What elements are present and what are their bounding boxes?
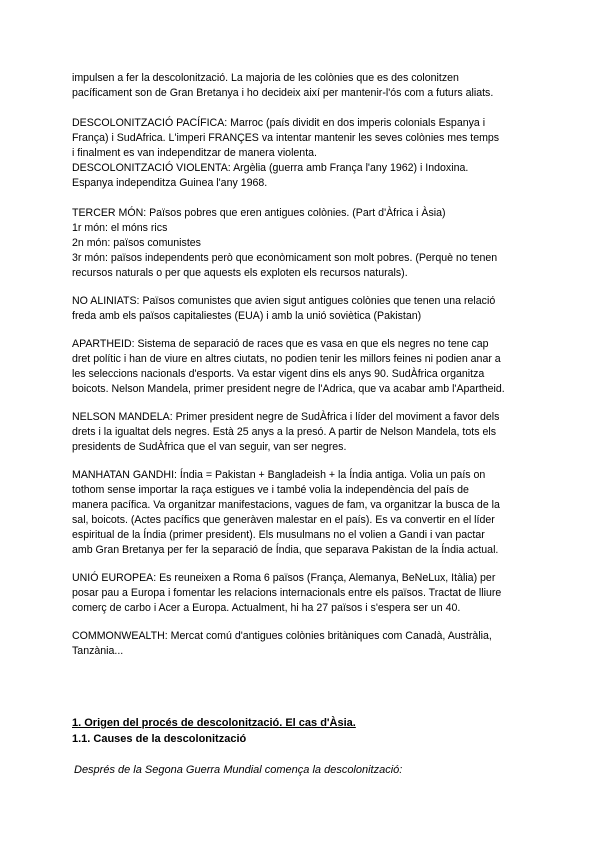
subsection-heading: 1.1. Causes de la descolonització: [72, 733, 247, 745]
text-line: APARTHEID: Sistema de separació de races que es vasa en que els negres no tene cap: [72, 338, 489, 350]
text-line: DESCOLONITZACIÓ VIOLENTA: Argèlia (guerra amb França l'any 1962) i Indoxina.: [72, 162, 469, 174]
text-line: boicots. Nelson Mandela, primer president negre de l'Adrica, que va acabar amb l'Apartheid.: [72, 383, 505, 395]
paragraph-commonwealth: [72, 629, 534, 659]
text-line: impulsen a fer la descolonització. La majoria de les colònies que es des colonitzen: [72, 72, 459, 84]
text-line: recursos naturals o per que aquests els exploten els recursos naturals).: [72, 267, 408, 279]
text-line: França) i SudAfrica. L'imperi FRANÇES va intentar mantenir les seves colònies mes temps: [72, 132, 500, 144]
section-heading: 1. Origen del procés de descolonització. El cas d'Àsia.: [72, 717, 356, 729]
text-line: espiritual de la Índia (primer president). Els musulmans no el volien a Gandi i van pactar: [72, 529, 485, 541]
text-line: Espanya independitza Guinea l'any 1968.: [72, 177, 268, 189]
text-line: MANHATAN GANDHI: Índia = Pakistan + Bangladeish + la Índia antiga. Volia un país on: [72, 469, 486, 481]
paragraph-tercer-mon: [72, 206, 534, 281]
text-line: amb Gran Bretanya per fer la separació de Índia, que separava Pakistan de la Índia actual.: [72, 544, 499, 556]
text-line: TERCER MÓN: Països pobres que eren antigues colònies. (Part d'Àfrica i Àsia): [72, 207, 446, 219]
paragraph-descolonitzacio: [72, 116, 534, 191]
text-line: NELSON MANDELA: Primer president negre de SudÀfrica i líder del moviment a favor dels: [72, 411, 500, 423]
text-line: presidents de SudÀfrica que el van seguir, van ser negres.: [72, 441, 347, 453]
paragraph-colonies-intro: [72, 71, 534, 101]
text-line: freda amb els països capitaliestes (EUA) i amb la unió soviètica (Pakistan): [72, 310, 422, 322]
text-line: Tanzània...: [72, 645, 124, 657]
paragraph-unio-europea: [72, 571, 534, 616]
paragraph-apartheid: [72, 337, 534, 397]
text-line: dret polític i han de viure en altres ciutats, no podien tenir les millors feines ni podien anar a: [72, 353, 501, 365]
text-line: pacíficament son de Gran Bretanya i ho decideix així per mantenir-l'ós com a futurs aliats.: [72, 87, 494, 99]
text-line: i finalment es van independitzar de manera violenta.: [72, 147, 317, 159]
text-line: les seleccions nacionals d'esports. Va estar vigent dins els anys 90. SudÀfrica organitza: [72, 368, 485, 380]
paragraph-gandhi: [72, 468, 534, 558]
text-line: manera pacífica. Va organitzar manifestacions, vagues de fam, va organitzar la busca de la: [72, 499, 500, 511]
text-line: DESCOLONITZACIÓ PACÍFICA: Marroc (país dividit en dos imperis colonials Espanya i: [72, 117, 486, 129]
section-intro: Després de la Segona Guerra Mundial comença la descolonització:: [74, 764, 403, 776]
text-line: drets i la igualtat dels negres. Està 25 anys a la presó. A partir de Nelson Mandela, tots els: [72, 426, 496, 438]
text-line: NO ALINIATS: Països comunistes que avien sigut antigues colònies que tenen una relació: [72, 295, 496, 307]
text-line: UNIÓ EUROPEA: Es reuneixen a Roma 6 països (França, Alemanya, BeNeLux, Itàlia) per: [72, 572, 496, 584]
text-line: comerç de carbo i Acer a Europa. Actualment, hi ha 27 països i s'espera ser un 40.: [72, 602, 461, 614]
paragraph-nelson-mandela: [72, 410, 534, 455]
text-line: COMMONWEALTH: Mercat comú d'antigues colònies britàniques com Canadà, Austràlia,: [72, 630, 492, 642]
text-line: 3r món: països independents però que econòmicament son molt pobres. (Perquè no tenen: [72, 252, 498, 264]
text-line: sal, boicots. (Actes pacífics que generàven malestar en el país). Es va convertir en el líder: [72, 514, 495, 526]
text-line: posar pau a Europa i fomentar les relacions internacionals entre els països. Tractat de lliure: [72, 587, 502, 599]
text-line: tothom sense importar la raça estigues ve i també volia la independència del país de: [72, 484, 469, 496]
text-line: 2n món: països comunistes: [72, 237, 201, 249]
paragraph-no-aliniats: [72, 294, 534, 324]
text-line: 1r món: el móns rics: [72, 222, 168, 234]
